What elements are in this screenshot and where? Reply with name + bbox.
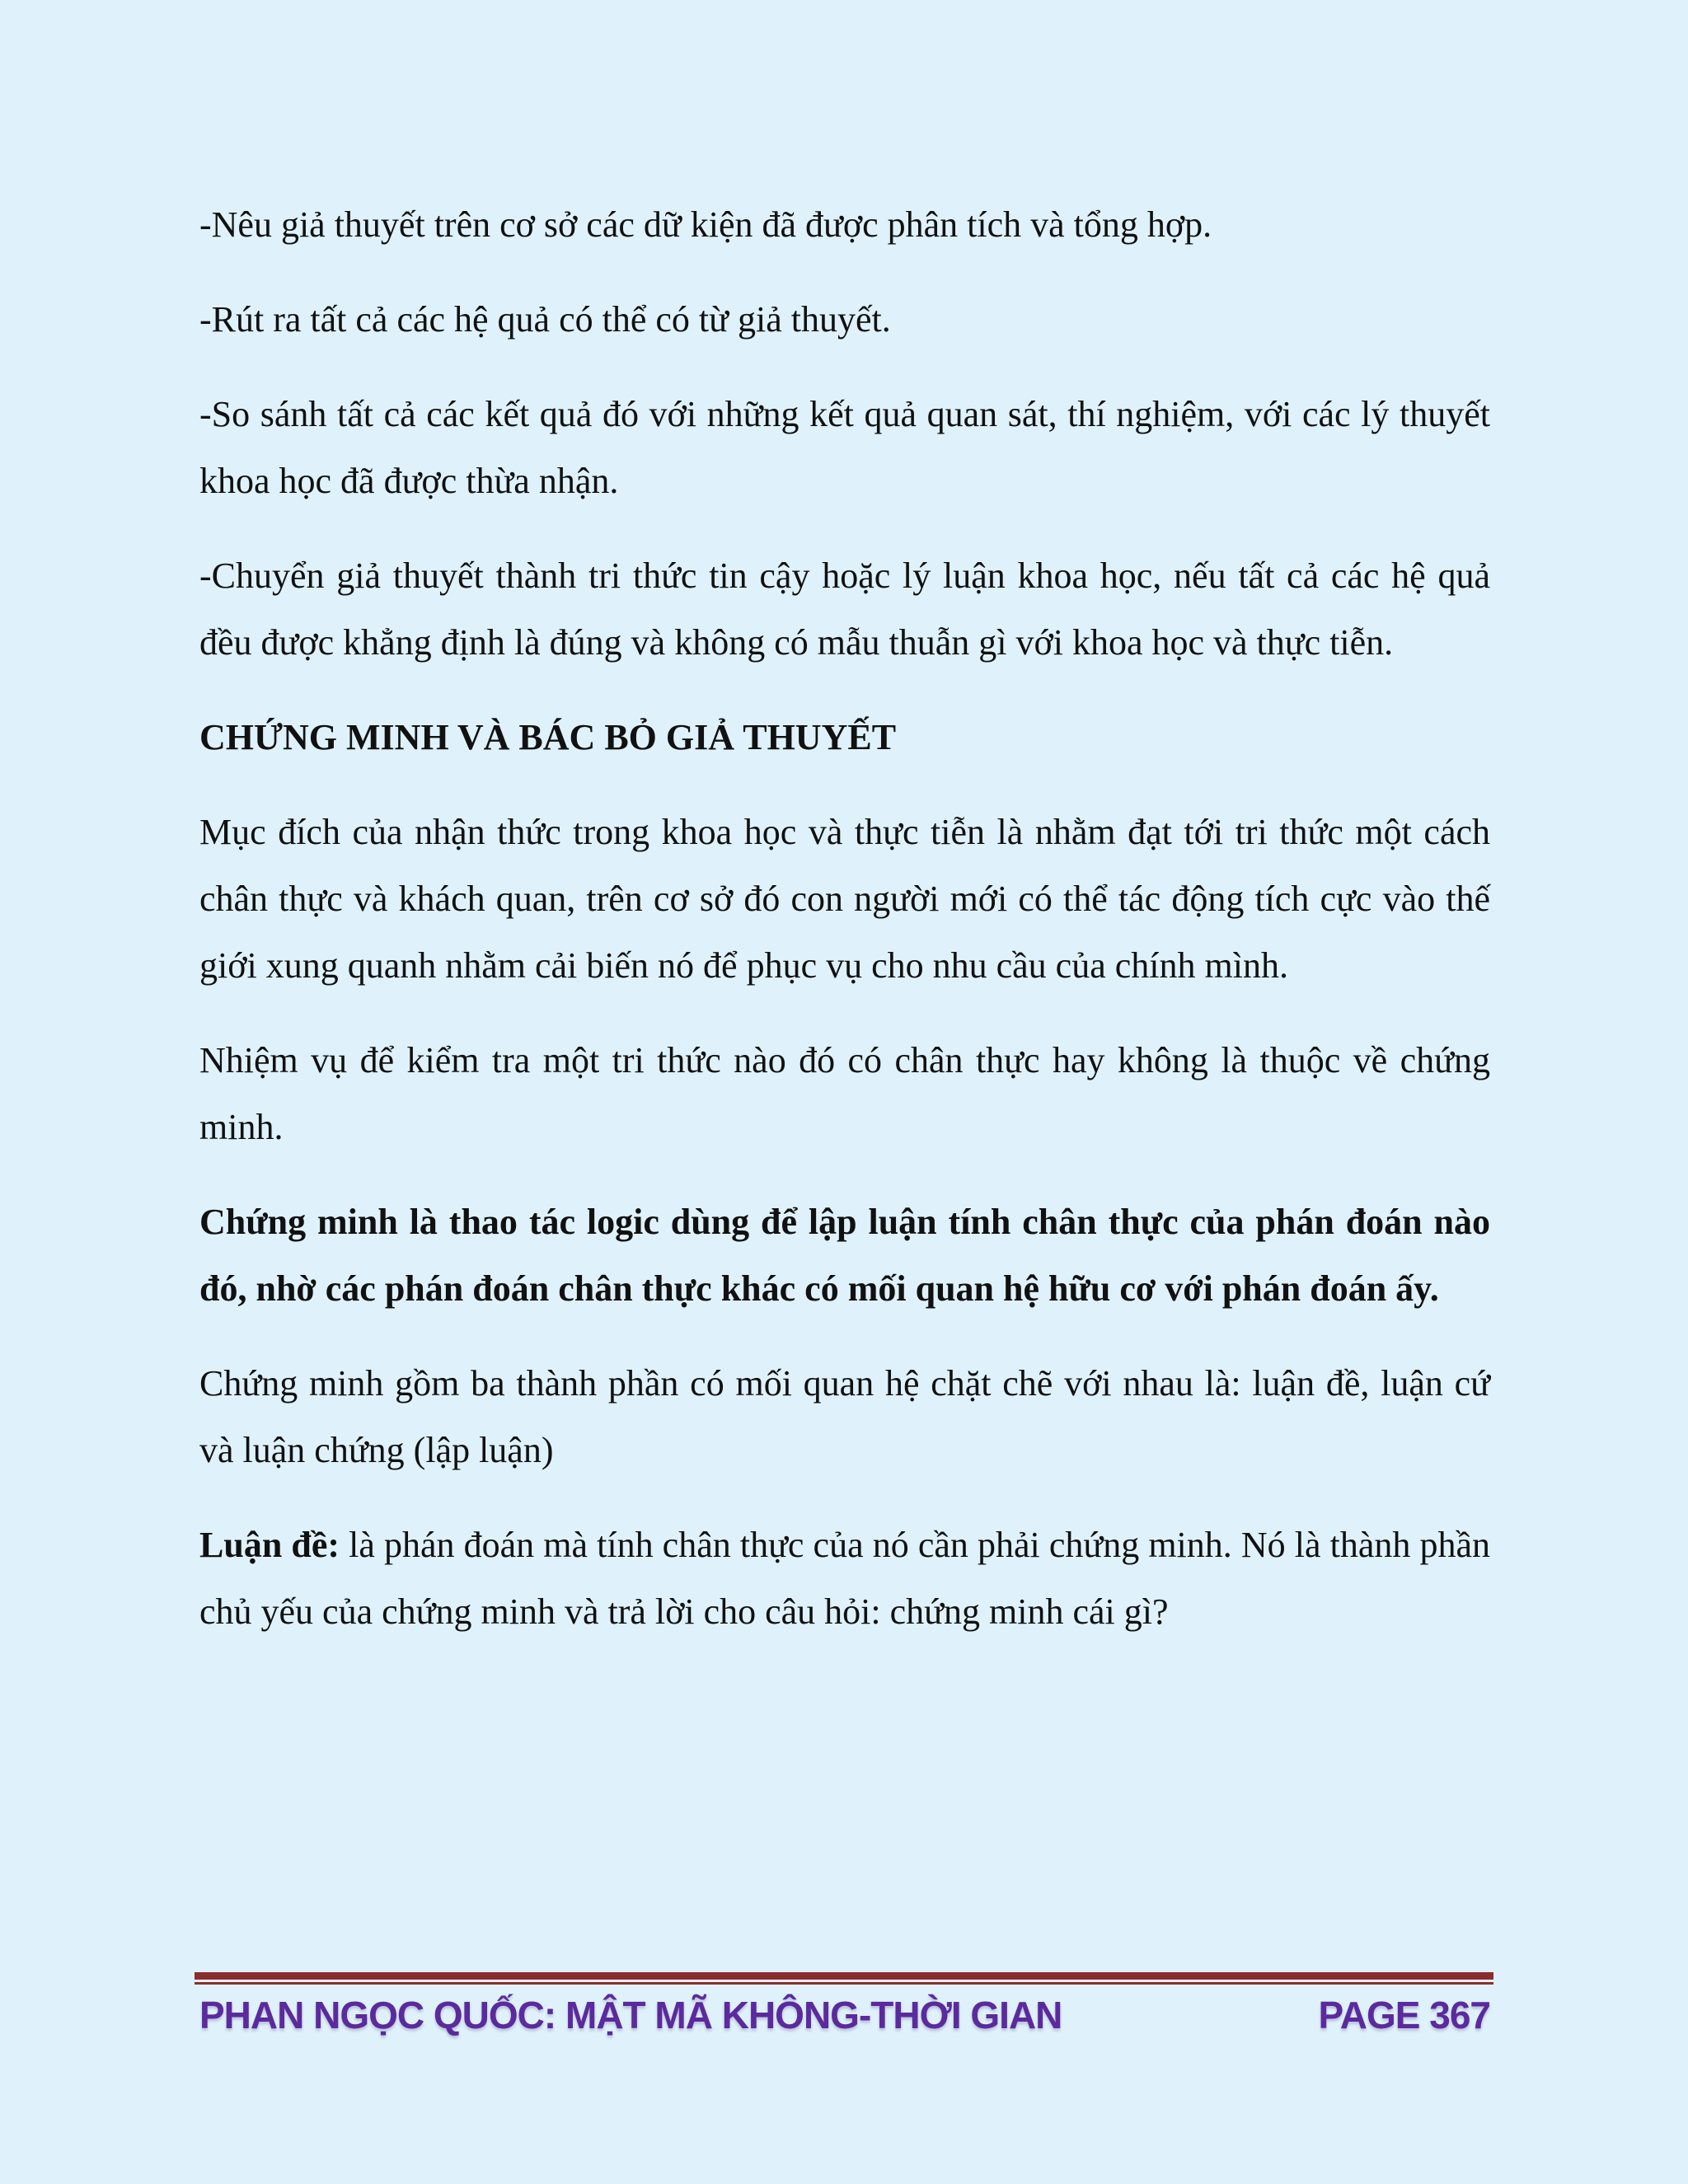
paragraph-purpose: Mục đích của nhận thức trong khoa học và thực tiễn là nhằm đạt tới tri thức một cách chân thực và khách quan, trên cơ sở đó con người mới có thể tác động tích cực vào thế giới xung quanh nhằm cải biến nó để phục vụ cho nhu cầu của chính mình. [199, 812, 1490, 986]
footer-divider [195, 1972, 1493, 1985]
footer-divider-thick [195, 1972, 1493, 1980]
paragraph-hypothesis-step-2: -Rút ra tất cả các hệ quả có thể có từ giả thuyết. [199, 299, 891, 340]
paragraph-components: Chứng minh gồm ba thành phần có mối quan hệ chặt chẽ với nhau là: luận đề, luận cứ và luận chứng (lập luận) [199, 1363, 1490, 1470]
paragraph-hypothesis-step-1: -Nêu giả thuyết trên cơ sở các dữ kiện đã được phân tích và tổng hợp. [199, 204, 1212, 245]
thesis-term: Luận đề: [199, 1525, 340, 1565]
footer-divider-thin [195, 1982, 1493, 1985]
section-heading: CHỨNG MINH VÀ BÁC BỎ GIẢ THUYẾT [199, 717, 897, 757]
footer-book-title: PHAN NGỌC QUỐC: MẬT MÃ KHÔNG-THỜI GIAN [199, 1994, 1062, 2036]
thesis-definition: là phán đoán mà tính chân thực của nó cần phải chứng minh. Nó là thành phần chủ yếu của chứng minh và trả lời cho câu hỏi: chứng minh cái gì? [199, 1525, 1490, 1632]
paragraph-hypothesis-step-4: -Chuyển giả thuyết thành tri thức tin cậy hoặc lý luận khoa học, nếu tất cả các hệ quả đều được khẳng định là đúng và không có mẫu thuẫn gì với khoa học và thực tiễn. [199, 555, 1490, 663]
paragraph-definition: Chứng minh là thao tác logic dùng để lập luận tính chân thực của phán đoán nào đó, nhờ các phán đoán chân thực khác có mối quan hệ hữu cơ với phán đoán ấy. [199, 1202, 1490, 1309]
page-body [199, 191, 1490, 1673]
paragraph-hypothesis-step-3: -So sánh tất cả các kết quả đó với những kết quả quan sát, thí nghiệm, với các lý thuyết khoa học đã được thừa nhận. [199, 394, 1490, 501]
paragraph-task: Nhiệm vụ để kiểm tra một tri thức nào đó có chân thực hay không là thuộc về chứng minh. [199, 1040, 1490, 1147]
footer-page-number: PAGE 367 [1318, 1994, 1490, 2036]
page-footer [199, 1986, 1490, 2044]
paragraph-thesis [199, 1511, 1490, 1645]
